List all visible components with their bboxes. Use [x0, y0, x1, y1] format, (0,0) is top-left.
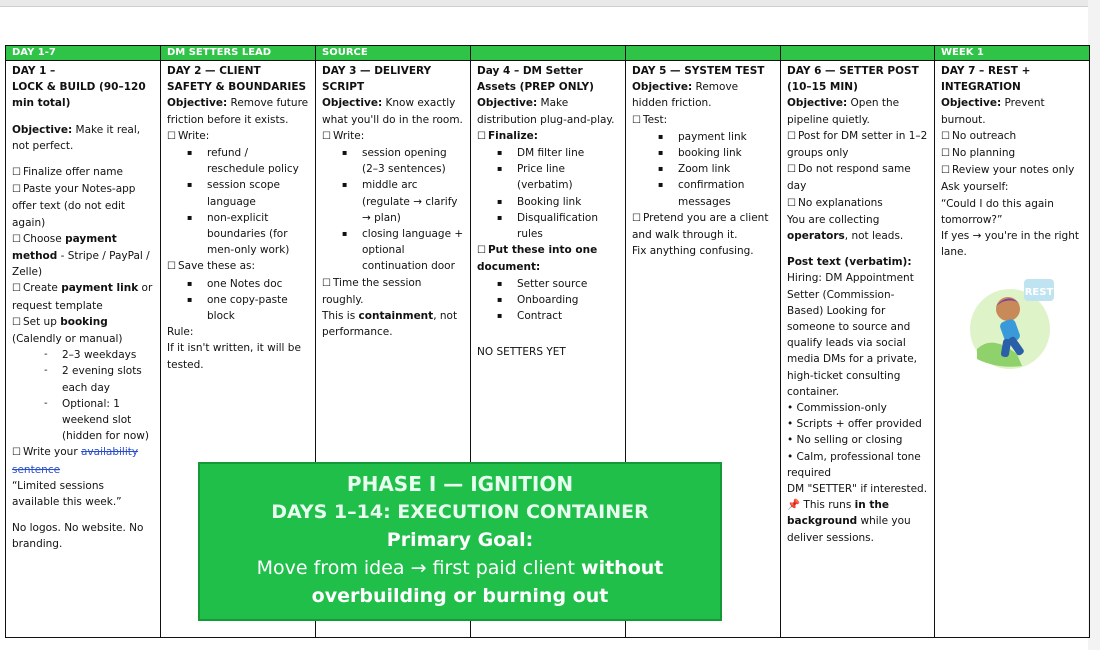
page-top-edge — [0, 0, 1100, 7]
day1-quote: “Limited sessions available this week.” — [12, 479, 122, 509]
header-cell — [626, 46, 781, 61]
day7-title: DAY 7 – REST + INTEGRATION — [941, 65, 1031, 94]
day6-post-text: Hiring: DM Appointment Setter (Commission-Based) Looking for someone to source and qualify leads via social media DMs for a private, high-ticket consulting container. — [787, 272, 918, 398]
day1-cell — [6, 61, 161, 638]
pushpin-icon: 📌 — [787, 499, 801, 512]
day7-cell — [935, 61, 1090, 638]
list-item: ▪ Price line (verbatim) — [491, 161, 619, 193]
day6-dm-line: DM "SETTER" if interested. — [787, 483, 928, 496]
day1-check-item[interactable]: ☐ Create payment link or request template — [12, 280, 154, 313]
list-item: - Optional: 1 weekend slot (hidden for now) — [36, 396, 154, 445]
day2-check-item[interactable]: ☐ Save these as: — [167, 258, 309, 275]
day5-objective: Objective: Remove hidden friction. — [632, 81, 739, 110]
list-item: ▪ Disqualification rules — [491, 210, 619, 242]
day7-lane: If yes → you're in the right lane. — [941, 230, 1079, 259]
day6-pin-note: 📌 This runs in the background while you deliver sessions. — [787, 499, 911, 544]
day7-check-item[interactable]: ☐ No planning — [941, 145, 1083, 162]
day7-check-item[interactable]: ☐ Review your notes only — [941, 162, 1083, 179]
day5-fix: Fix anything confusing. — [632, 245, 754, 258]
header-cell: DM SETTERS LEAD — [161, 46, 316, 61]
day7-objective: Objective: Prevent burnout. — [941, 97, 1045, 126]
list-item: ▪ one copy-paste block — [181, 292, 309, 324]
day1-title-b: LOCK & BUILD (90–120 min total) — [12, 81, 146, 110]
header-cell: WEEK 1 — [935, 46, 1090, 61]
list-item: ▪ closing language + optional continuation door — [336, 226, 464, 275]
day2-objective: Objective: Remove future friction before it exists. — [167, 97, 309, 126]
list-item: ▪ confirmation messages — [652, 177, 774, 209]
availability-link[interactable]: availability sentence — [12, 446, 139, 476]
day4-check-item[interactable]: ☐ Finalize: — [477, 128, 619, 145]
day2-title: DAY 2 — CLIENT SAFETY & BOUNDARIES — [167, 65, 307, 94]
day2-check-item[interactable]: ☐ Write: — [167, 128, 309, 145]
day6-title: DAY 6 — SETTER POST (10–15 MIN) — [787, 65, 919, 94]
day2-rule: If it isn't written, it will be tested. — [167, 342, 301, 371]
header-cell — [781, 46, 935, 61]
day3-containment: This is containment, not performance. — [322, 310, 458, 339]
day5-check-item[interactable]: ☐ Test: — [632, 112, 774, 129]
day6-check-item[interactable]: ☐ No explanations — [787, 195, 928, 212]
list-item: ▪ Onboarding — [491, 292, 619, 308]
header-cell — [471, 46, 626, 61]
day3-check-item[interactable]: ☐ Time the session roughly. — [322, 275, 464, 308]
day5-title: DAY 5 — SYSTEM TEST — [632, 65, 765, 77]
list-item: ▪ Booking link — [491, 194, 619, 210]
rest-sign-label: REST — [1024, 287, 1054, 299]
list-item: ▪ DM filter line — [491, 145, 619, 161]
day6-collecting: You are collecting operators, not leads. — [787, 213, 904, 243]
header-row — [6, 46, 1090, 61]
day3-check-item[interactable]: ☐ Write: — [322, 128, 464, 145]
banner-goal-line-2: overbuilding or burning out — [311, 585, 609, 607]
day3-write-list — [322, 145, 464, 275]
booking-sublist — [12, 347, 154, 444]
list-item: ▪ Setter source — [491, 276, 619, 292]
list-item: ▪ booking link — [652, 145, 774, 161]
day6-check-item[interactable]: ☐ Do not respond same day — [787, 161, 928, 194]
day1-check-item[interactable]: ☐ Paste your Notes-app offer text (do not edit again) — [12, 181, 154, 231]
day2-save-list — [167, 276, 309, 325]
day4-check-item[interactable]: ☐ Put these into one document: — [477, 242, 619, 275]
day4-put-list — [477, 276, 619, 325]
phase-banner — [198, 462, 722, 621]
list-item: ▪ payment link — [652, 129, 774, 145]
list-item: ▪ middle arc (regulate → clarify → plan) — [336, 177, 464, 226]
header-cell: SOURCE — [316, 46, 471, 61]
day3-title: DAY 3 — DELIVERY SCRIPT — [322, 65, 432, 94]
resting-child-illustration — [962, 274, 1062, 374]
day4-finalize-list — [477, 145, 619, 242]
day5-check-item[interactable]: ☐ Pretend you are a client and walk through it. — [632, 210, 774, 243]
day6-bullet: • No selling or closing — [787, 434, 903, 447]
banner-days-title: DAYS 1–14: EXECUTION CONTAINER — [271, 501, 649, 523]
day2-rule-label: Rule: — [167, 326, 194, 339]
day3-objective: Objective: Know exactly what you'll do in the room. — [322, 97, 463, 126]
day4-objective: Objective: Make distribution plug-and-play. — [477, 97, 615, 126]
day1-check-item[interactable]: ☐ Set up booking (Calendly or manual) — [12, 314, 154, 347]
day7-question: “Could I do this again tomorrow?” — [941, 197, 1054, 226]
banner-goal-line: Move from idea → first paid client without — [256, 557, 664, 579]
day1-check-item[interactable]: ☐ Finalize offer name — [12, 164, 154, 181]
day7-ask: Ask yourself: — [941, 181, 1009, 194]
day6-cell — [781, 61, 935, 638]
list-item: ▪ session opening (2–3 sentences) — [336, 145, 464, 177]
list-item: - 2 evening slots each day — [36, 363, 154, 395]
banner-goal-label: Primary Goal: — [386, 529, 534, 551]
day6-check-item[interactable]: ☐ Post for DM setter in 1–2 groups only — [787, 128, 928, 161]
day4-note: NO SETTERS YET — [477, 346, 566, 359]
day6-objective: Objective: Open the pipeline quietly. — [787, 97, 900, 126]
list-item: ▪ Zoom link — [652, 161, 774, 177]
day6-bullet: • Commission-only — [787, 402, 887, 415]
day4-title: Day 4 – DM Setter Assets (PREP ONLY) — [477, 65, 594, 94]
day6-post-label: Post text (verbatim): — [787, 256, 912, 269]
list-item: - 2–3 weekdays — [36, 347, 154, 363]
list-item: ▪ non-explicit boundaries (for men-only work) — [181, 210, 309, 259]
day1-check-item[interactable]: ☐ Write your availability sentence — [12, 444, 154, 477]
list-item: ▪ session scope language — [181, 177, 309, 209]
list-item: ▪ one Notes doc — [181, 276, 309, 292]
day1-footer: No logos. No website. No branding. — [12, 522, 144, 551]
list-item: ▪ refund / reschedule policy — [181, 145, 309, 177]
day6-bullet: • Scripts + offer provided — [787, 418, 922, 431]
day7-check-item[interactable]: ☐ No outreach — [941, 128, 1083, 145]
list-item: ▪ Contract — [491, 308, 619, 324]
header-cell: DAY 1-7 — [6, 46, 161, 61]
banner-phase-title: PHASE I — IGNITION — [346, 472, 574, 496]
day6-bullet: • Calm, professional tone required — [787, 450, 921, 479]
day5-test-list — [632, 129, 774, 210]
day1-check-item[interactable]: ☐ Choose payment method - Stripe / PayPal / Zelle) — [12, 231, 154, 281]
day2-write-list — [167, 145, 309, 258]
day1-title-a: DAY 1 – — [12, 65, 56, 77]
day1-objective: Objective: Make it real, not perfect. — [12, 123, 141, 152]
